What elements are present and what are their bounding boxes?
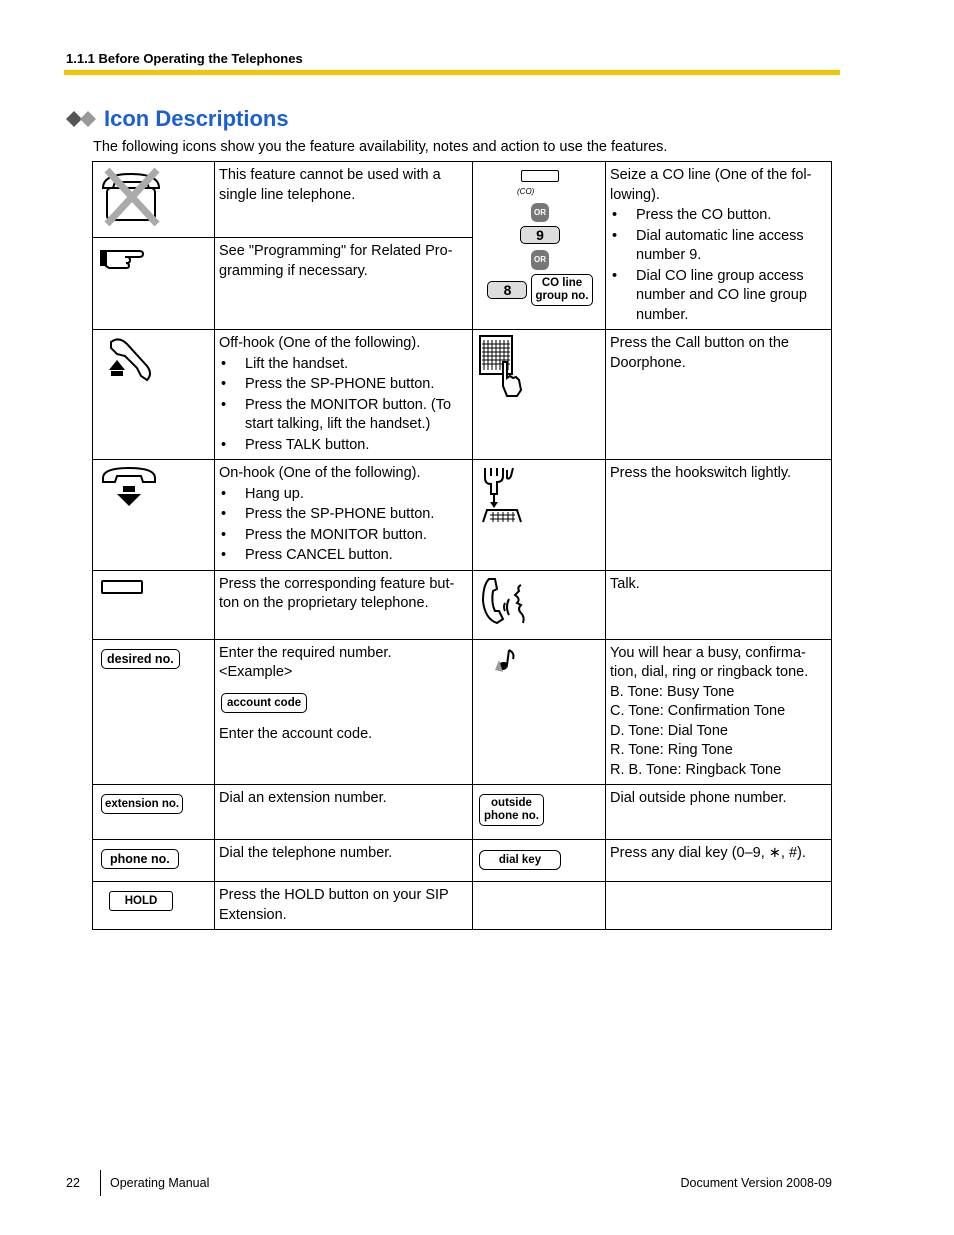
dial-key-desc: Press any dial key (0–9, ∗, #). [606, 840, 832, 882]
list-item: D. Tone: Dial Tone [610, 722, 728, 739]
header-rule [64, 70, 840, 75]
table-row [93, 162, 832, 238]
feature-button-desc: Press the corresponding feature but-ton on the proprietary telephone. [215, 570, 473, 639]
list-item: C. Tone: Confirmation Tone [610, 703, 786, 719]
account-code-key: account code [221, 693, 307, 713]
desired-no-desc: Enter the required number. <Example> account code Enter the account code. [215, 639, 473, 785]
table-row [93, 785, 832, 840]
tone-icon [477, 644, 517, 680]
dial-key-icon: dial key [479, 850, 561, 870]
document-version: Document Version 2008-09 [680, 1176, 832, 1190]
outside-phone-no-key: outside phone no. [479, 794, 544, 826]
icon-table [92, 161, 832, 930]
eight-key: 8 [487, 281, 527, 299]
hookswitch-icon [477, 464, 527, 526]
co-label: (CO) [517, 187, 535, 196]
table-row [93, 840, 832, 882]
list-item: B. Tone: Busy Tone [610, 683, 735, 700]
seize-co-icons [485, 166, 595, 306]
seize-co-desc: Seize a CO line (One of the fol-lowing). • Press the CO button. • Dial automatic line access number 9. • Dial CO line group access number and CO line group number. [606, 162, 832, 330]
list-item: R. Tone: Ring Tone [610, 742, 733, 758]
list-item: • Lift the handset. [219, 355, 468, 375]
programming-desc: See "Programming" for Related Pro-gramming if necessary. [215, 238, 473, 330]
off-hook-icon [97, 334, 157, 384]
table-row [93, 882, 832, 930]
page-heading [66, 104, 289, 134]
table-row [93, 460, 832, 571]
on-hook-icon [97, 464, 161, 510]
intro-text: The following icons show you the feature availability, notes and action to use the features. [93, 139, 668, 155]
table-row [93, 330, 832, 460]
off-hook-desc: Off-hook (One of the following). • Lift the handset. • Press the SP-PHONE button. • Press the MONITOR button. (To start talking, lift the handset.) • Press TALK button. [215, 330, 473, 460]
list-item: • Press the MONITOR button. (To start talking, lift the handset.) [219, 396, 468, 435]
diamonds-icon [66, 108, 98, 130]
talk-icon [477, 575, 533, 627]
list-item: • Press the MONITOR button. [219, 526, 468, 546]
hold-key: HOLD [109, 891, 173, 911]
nine-key: 9 [520, 226, 560, 244]
extension-no-desc: Dial an extension number. [215, 785, 473, 840]
no-single-line-phone-icon [97, 166, 167, 226]
list-item: • Press the SP-PHONE button. [219, 505, 468, 525]
hookswitch-desc: Press the hookswitch lightly. [606, 460, 832, 571]
extension-no-key: extension no. [101, 794, 183, 814]
tones-desc: You will hear a busy, confirma-tion, dial, ring or ringback tone. B. Tone: Busy Tone C. Tone: Confirmation Tone D. Tone: Dial Tone R. Tone: Ring Tone R. B. Tone: Ringback Tone [606, 639, 832, 785]
doorphone-icon [477, 334, 527, 398]
desired-no-key: desired no. [101, 649, 180, 669]
outside-no-desc: Dial outside phone number. [606, 785, 832, 840]
pointing-hand-icon [97, 242, 147, 272]
footer-divider [100, 1170, 101, 1196]
footer-title: Operating Manual [110, 1176, 210, 1190]
list-item: • Hang up. [219, 485, 468, 505]
list-item: R. B. Tone: Ringback Tone [610, 761, 782, 778]
section-label: 1.1.1 Before Operating the Telephones [66, 51, 303, 66]
co-button-icon [521, 170, 559, 182]
or-badge: OR [531, 250, 549, 270]
page-title: Icon Descriptions [104, 106, 289, 131]
list-item: • Press the CO button. [610, 206, 827, 226]
table-row [93, 570, 832, 639]
no-single-line-desc: This feature cannot be used with a single line telephone. [215, 162, 473, 238]
list-item: • Press the SP-PHONE button. [219, 375, 468, 395]
list-item: • Press TALK button. [219, 436, 468, 456]
hold-desc: Press the HOLD button on your SIP Extension. [215, 882, 473, 930]
feature-button-icon [101, 580, 143, 594]
phone-no-key: phone no. [101, 849, 179, 869]
co-line-group-key: CO line group no. [531, 274, 592, 306]
on-hook-desc: On-hook (One of the following). • Hang up. • Press the SP-PHONE button. • Press the MONITOR button. • Press CANCEL button. [215, 460, 473, 571]
list-item: • Dial CO line group access number and CO line group number. [610, 267, 827, 326]
list-item: • Dial automatic line access number 9. [610, 227, 827, 266]
list-item: • Press CANCEL button. [219, 546, 468, 566]
page-number: 22 [66, 1176, 80, 1190]
table-row [93, 639, 832, 785]
doorphone-desc: Press the Call button on the Doorphone. [606, 330, 832, 460]
or-badge: OR [531, 203, 549, 223]
talk-desc: Talk. [606, 570, 832, 639]
phone-no-desc: Dial the telephone number. [215, 840, 473, 882]
